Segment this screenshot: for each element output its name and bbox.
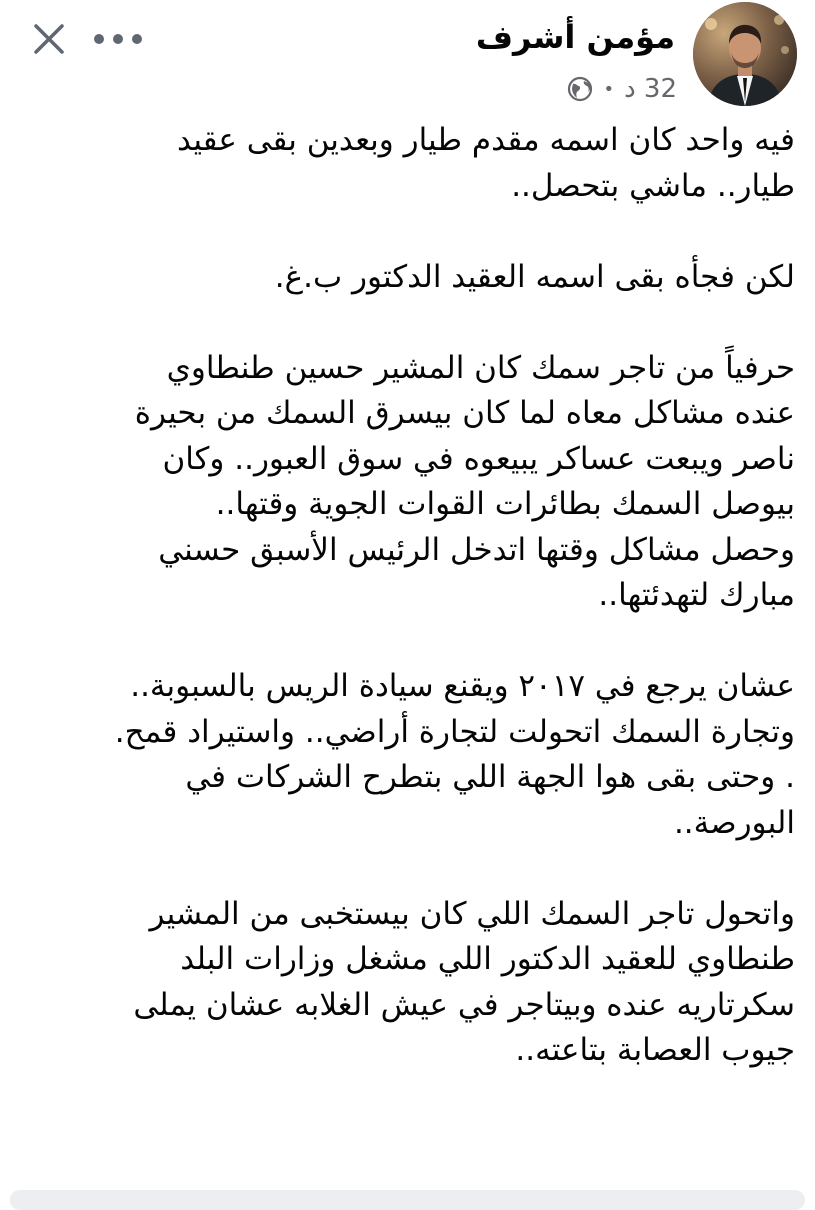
more-icon[interactable] [90, 22, 146, 56]
paragraph [35, 664, 795, 846]
text-line: وحصل مشاكل وقتها اتدخل الرئيس الأسبق حسني [158, 531, 795, 568]
post-meta [567, 70, 677, 108]
author-name[interactable]: مؤمن أشرف [475, 18, 675, 56]
text-line: ناصر ويبعت عساكر يبيعوه في سوق العبور.. وكان [162, 440, 795, 477]
text-line: مبارك لتهدئتها.. [598, 577, 795, 613]
paragraph [35, 892, 795, 1074]
text-line: طيار.. ماشي بتحصل.. [511, 167, 795, 204]
text-line: طنطاوي للعقيد الدكتور اللي مشغل وزارات البلد [180, 941, 795, 977]
text-line: سكرتاريه عنده وبيتاجر في عيش الغلابه عشان يملى [133, 986, 795, 1023]
text-line: بيوصل السمك بطائرات القوات الجوية وقتها.. [215, 486, 795, 522]
close-icon[interactable] [28, 18, 70, 60]
paragraph [35, 255, 795, 301]
paragraph [35, 118, 795, 209]
meta-separator: • [603, 78, 615, 100]
post-text [35, 118, 795, 1119]
paragraph [35, 346, 795, 619]
text-line: لكن فجأه بقى اسمه العقيد الدكتور ب.غ. [274, 258, 795, 295]
post-time[interactable]: 32 د [624, 74, 677, 104]
post-header [0, 0, 815, 115]
text-line: حرفياً من تاجر سمك كان المشير حسين طنطاوي [166, 349, 795, 386]
text-line: عشان يرجع في ٢٠١٧ ويقنع سيادة الريس بالسبوبة.. [130, 668, 795, 704]
avatar[interactable] [693, 2, 797, 106]
reaction-bar [10, 1190, 805, 1210]
text-line: جيوب العصابة بتاعته.. [515, 1032, 795, 1068]
text-line: البورصة.. [673, 804, 795, 841]
text-line: وتجارة السمك اتحولت لتجارة أراضي.. واستيراد قمح. [114, 713, 795, 750]
text-line: عنده مشاكل معاه لما كان بيسرق السمك من بحيرة [134, 395, 795, 431]
text-line: . وحتى بقى هوا الجهة اللي بتطرح الشركات في [185, 759, 795, 795]
text-line: فيه واحد كان اسمه مقدم طيار وبعدين بقى عقيد [177, 122, 795, 158]
globe-icon[interactable] [567, 76, 593, 102]
text-line: واتحول تاجر السمك اللي كان بيستخبى من المشير [149, 895, 795, 932]
avatar-image [693, 2, 797, 106]
